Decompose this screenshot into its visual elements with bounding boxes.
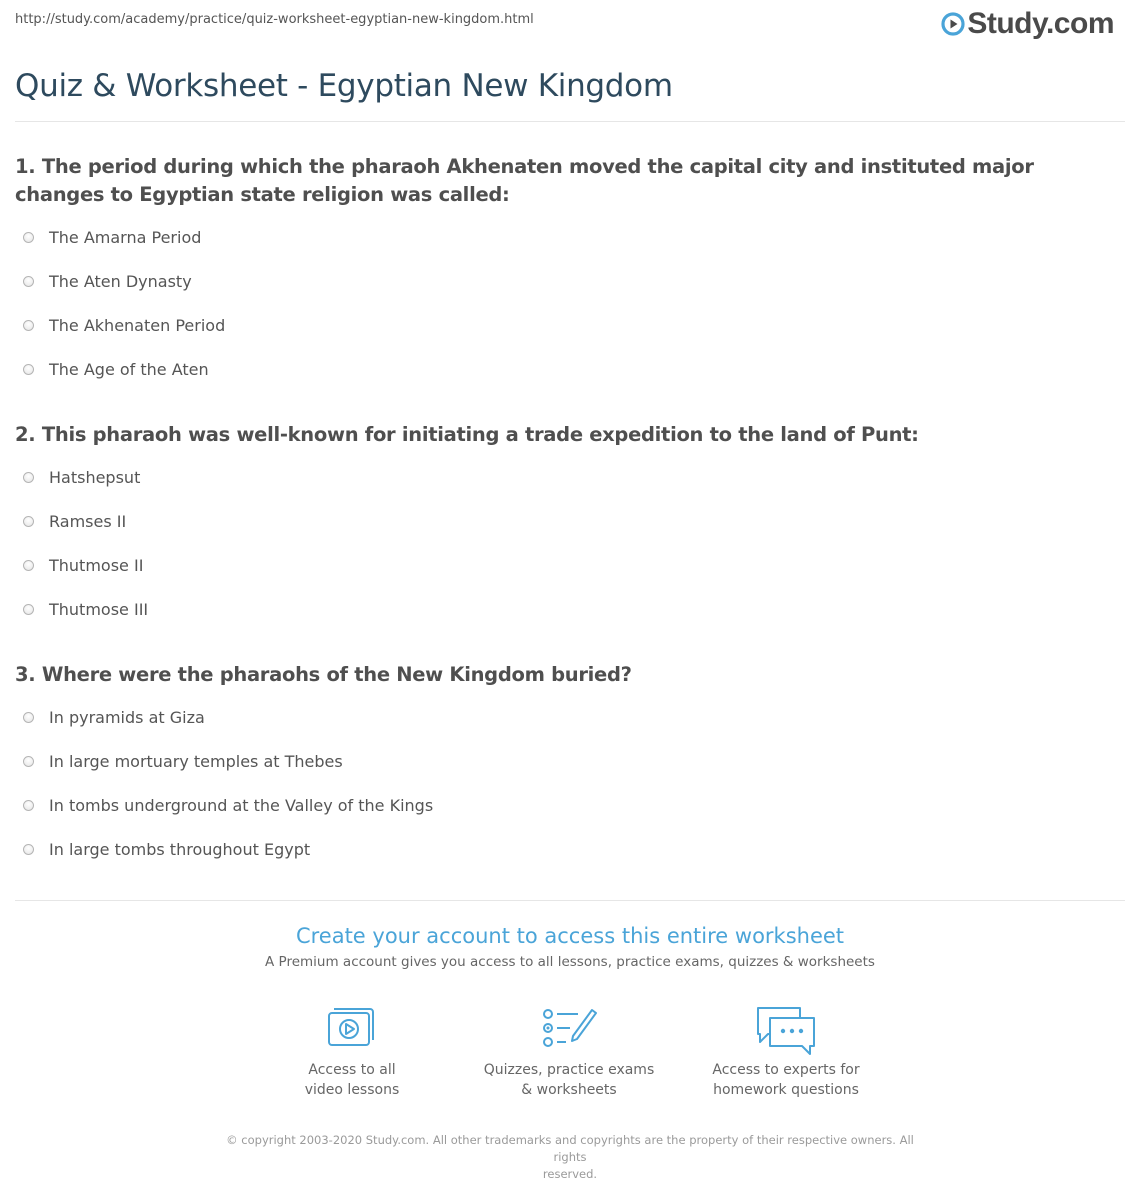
question-1	[15, 153, 1115, 209]
question-3	[15, 661, 1115, 689]
top-bar	[0, 0, 1140, 50]
answer-label: The Aten Dynasty	[49, 272, 192, 291]
copyright-text: reserved.	[542, 1167, 598, 1181]
page-title: Quiz & Worksheet - Egyptian New Kingdom	[15, 68, 673, 104]
section-divider	[15, 900, 1125, 901]
feature-label	[252, 1060, 452, 1100]
title-divider	[15, 121, 1125, 122]
question-2	[15, 421, 1115, 449]
answer-label: Thutmose II	[49, 556, 144, 575]
feature-label-line: video lessons	[304, 1082, 400, 1098]
feature-experts	[686, 1004, 886, 1100]
radio-button[interactable]	[23, 472, 34, 483]
answer-label: In large tombs throughout Egypt	[49, 840, 311, 859]
study-logo[interactable]	[941, 6, 1114, 42]
answer-label: In large mortuary temples at Thebes	[49, 752, 343, 771]
signup-cta	[0, 920, 1140, 972]
feature-label-line: & worksheets	[521, 1082, 617, 1098]
logo-text: Study.com	[967, 7, 1114, 40]
play-circle-icon	[941, 12, 965, 36]
radio-button[interactable]	[23, 604, 34, 615]
question-text: 2. This pharaoh was well-known for initiating a trade expedition to the land of Punt:	[15, 423, 919, 446]
answer-option[interactable]	[23, 752, 343, 771]
feature-video-lessons	[252, 1004, 452, 1100]
radio-button[interactable]	[23, 800, 34, 811]
answer-option[interactable]	[23, 228, 201, 247]
answer-label: In tombs underground at the Valley of the Kings	[49, 796, 434, 815]
radio-button[interactable]	[23, 516, 34, 527]
quiz-checklist-icon	[540, 1004, 598, 1050]
video-lesson-icon	[324, 1004, 380, 1050]
feature-label-line: Access to all	[308, 1062, 396, 1078]
answer-option[interactable]	[23, 316, 225, 335]
radio-button[interactable]	[23, 320, 34, 331]
copyright-text: © copyright 2003-2020 Study.com. All other trademarks and copyrights are the property of their respective owners. All rights	[226, 1133, 914, 1164]
answer-label: In pyramids at Giza	[49, 708, 205, 727]
answer-option[interactable]	[23, 796, 433, 815]
cta-title[interactable]: Create your account to access this entire worksheet	[295, 924, 845, 948]
page-url[interactable]: http://study.com/academy/practice/quiz-worksheet-egyptian-new-kingdom.html	[15, 12, 534, 27]
feature-label	[469, 1060, 669, 1100]
chat-bubbles-icon	[754, 1004, 818, 1056]
answer-option[interactable]	[23, 600, 148, 619]
answer-option[interactable]	[23, 556, 143, 575]
feature-label-line: Access to experts for	[712, 1062, 860, 1078]
feature-quizzes	[469, 1004, 669, 1100]
radio-button[interactable]	[23, 756, 34, 767]
feature-label	[686, 1060, 886, 1100]
answer-option[interactable]	[23, 272, 192, 291]
answer-option[interactable]	[23, 360, 209, 379]
radio-button[interactable]	[23, 364, 34, 375]
radio-button[interactable]	[23, 560, 34, 571]
answer-option[interactable]	[23, 512, 126, 531]
answer-label: The Akhenaten Period	[49, 316, 226, 335]
copyright-footer	[210, 1132, 930, 1183]
answer-option[interactable]	[23, 468, 140, 487]
answer-option[interactable]	[23, 708, 205, 727]
answer-label: Thutmose III	[49, 600, 149, 619]
answer-label: The Amarna Period	[49, 228, 202, 247]
answer-option[interactable]	[23, 840, 310, 859]
radio-button[interactable]	[23, 232, 34, 243]
radio-button[interactable]	[23, 712, 34, 723]
answer-label: Hatshepsut	[49, 468, 141, 487]
question-text: 3. Where were the pharaohs of the New Kingdom buried?	[15, 663, 632, 686]
answer-label: The Age of the Aten	[49, 360, 209, 379]
cta-subtitle: A Premium account gives you access to all lessons, practice exams, quizzes & worksheets	[265, 954, 875, 970]
feature-label-line: homework questions	[713, 1082, 859, 1098]
feature-label-line: Quizzes, practice exams	[483, 1062, 655, 1078]
radio-button[interactable]	[23, 844, 34, 855]
question-text: 1. The period during which the pharaoh Akhenaten moved the capital city and instituted major changes to Egyptian state religion was called:	[15, 155, 1034, 206]
radio-button[interactable]	[23, 276, 34, 287]
answer-label: Ramses II	[49, 512, 127, 531]
